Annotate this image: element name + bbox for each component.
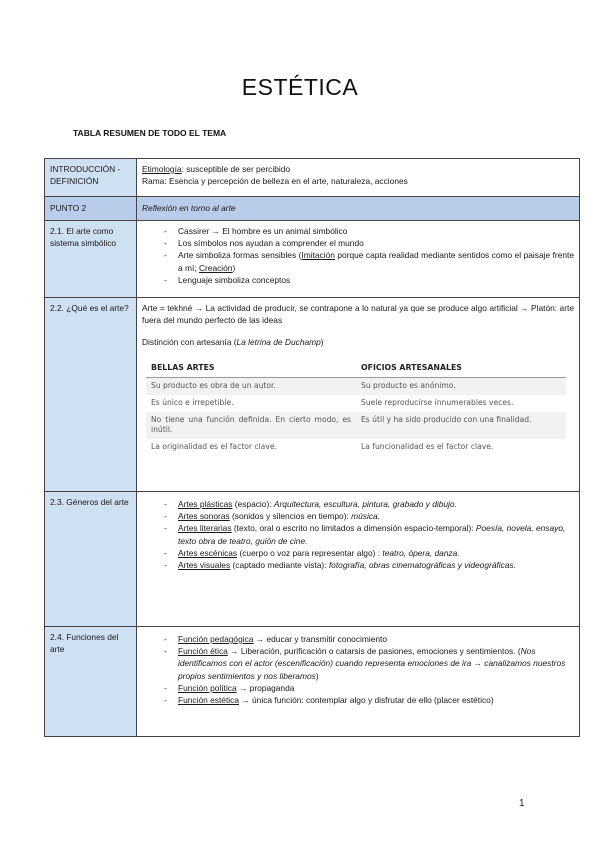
table-row xyxy=(146,378,566,395)
table-cell: Su producto es obra de un autor. xyxy=(146,378,356,395)
intro-label: INTRODUCCIÓN - DEFINICIÓN xyxy=(45,159,137,197)
punto-text: Reflexión en torno al arte xyxy=(137,197,580,221)
text-span: Distinción con artesanía ( xyxy=(142,337,237,348)
term: Función pedagógica xyxy=(178,634,254,644)
funciones-list xyxy=(142,633,574,706)
text-span: Arte simboliza formas sensibles ( xyxy=(178,250,302,261)
list-item xyxy=(164,645,574,682)
term: Artes literarias xyxy=(178,523,232,534)
comparison-table xyxy=(146,359,566,456)
imitacion-term: Imitación xyxy=(301,250,335,261)
closing-text: ) xyxy=(315,670,319,681)
description: (texto, oral o escrito no limitados a dimensión espacio-temporal): xyxy=(231,523,476,534)
examples: fotografía, obras cinematográficas y videográficas. xyxy=(328,559,516,570)
list-item: - Cassirer → El hombre es un animal simbólico xyxy=(164,225,574,237)
intro-content xyxy=(137,159,580,197)
table-row xyxy=(146,412,566,439)
examples: Nos identificamos con el actor (escenificación) cuando representa emociones de ira → canalizamos nuestros propios sentimientos y nos liberamos xyxy=(178,646,566,681)
page-number: 1 xyxy=(519,798,525,809)
description: → educar y transmitir conocimiento xyxy=(253,634,388,644)
list-item: - Lenguaje simboliza conceptos xyxy=(164,274,574,286)
text-span: porque capta realidad mediante sentidos como el paisaje frente a mí; xyxy=(178,250,574,273)
description: (espacio): xyxy=(232,499,274,509)
term: Artes plásticas xyxy=(178,499,233,509)
section-2-2-row xyxy=(45,298,580,492)
rama-text: Rama: Esencia y percepción de belleza en el arte, naturaleza, acciones xyxy=(142,176,408,187)
table-row xyxy=(146,395,566,412)
section-2-4-content xyxy=(137,627,580,737)
term: Función ética xyxy=(178,646,228,657)
summary-table xyxy=(44,158,580,737)
description: → única función: contemplar algo y disfrutar de ello (placer estético) xyxy=(239,694,494,705)
table-row xyxy=(146,439,566,456)
intro-row xyxy=(45,159,580,197)
description: (sonidos y silencios en tiempo): xyxy=(229,511,352,522)
term: Función política xyxy=(178,682,237,693)
list-item xyxy=(164,249,574,273)
section-2-1-row xyxy=(45,221,580,298)
description: → Liberación, purificación o catarsis de pasiones, emociones y sentimientos. ( xyxy=(227,646,521,657)
creacion-term: Creación xyxy=(198,262,233,273)
examples: Poesía, novela, ensayo, texto obra de teatro, guión de cine. xyxy=(178,523,566,546)
term: Función estética xyxy=(178,694,239,705)
examples: teatro, ópera, danza. xyxy=(382,547,460,558)
list-item xyxy=(164,694,574,706)
list-item xyxy=(164,498,574,510)
document-title: ESTÉTICA xyxy=(241,74,359,100)
list-item xyxy=(164,547,574,559)
text-span: ) xyxy=(320,337,324,348)
table-cell: Su producto es anónimo. xyxy=(356,378,566,395)
document-subtitle: TABLA RESUMEN DE TODO EL TEMA xyxy=(73,128,227,138)
punto-label: PUNTO 2 xyxy=(45,197,137,221)
comparison-header xyxy=(146,359,566,378)
section-2-2-content xyxy=(137,298,580,492)
section-2-3-label: 2.3. Géneros del arte xyxy=(45,492,137,627)
term: Artes visuales xyxy=(178,559,231,570)
description: (captado mediante vista): xyxy=(230,559,329,570)
description: → propaganda xyxy=(236,682,295,693)
table-cell: La originalidad es el factor clave. xyxy=(151,441,277,451)
section-2-1-content xyxy=(137,221,580,298)
table-cell: Es único e irrepetible. xyxy=(151,398,234,408)
list-item xyxy=(164,510,574,522)
description: (cuerpo o voz para representar algo) : xyxy=(237,547,383,558)
list-item xyxy=(164,522,574,546)
table-cell: La funcionalidad es el factor clave. xyxy=(361,441,494,451)
list-item xyxy=(164,682,574,694)
examples: música. xyxy=(351,511,381,522)
text-span: ) xyxy=(232,262,236,273)
section-2-4-row xyxy=(45,627,580,737)
section-2-2-label: 2.2. ¿Qué es el arte? xyxy=(45,298,137,492)
artesania-paragraph xyxy=(142,336,574,348)
duchamp-reference: La letrina de Duchamp xyxy=(236,337,321,348)
section-2-3-row xyxy=(45,492,580,627)
section-2-3-content xyxy=(137,492,580,627)
table-cell: Suele reproducirse innumerables veces. xyxy=(361,398,514,408)
examples: Arquitectura, escultura, pintura, grabado y dibujo. xyxy=(273,499,457,509)
list-item xyxy=(164,633,574,645)
header-oficios: OFICIOS ARTESANALES xyxy=(356,359,566,378)
etymology-term: Etimología xyxy=(142,164,182,174)
list-item: - Los símbolos nos ayudan a comprender el mundo xyxy=(164,237,574,249)
section-2-4-label: 2.4. Funciones del arte xyxy=(45,627,137,737)
list-item xyxy=(164,559,574,571)
table-cell: Es útil y ha sido producido con una finalidad. xyxy=(356,412,566,439)
term: Artes sonoras xyxy=(178,511,230,522)
punto-row xyxy=(45,197,580,221)
table-cell: No tiene una función definida. En cierto modo, es inútil. xyxy=(146,412,356,439)
generos-list xyxy=(142,498,574,571)
header-bellas-artes: BELLAS ARTES xyxy=(146,359,356,378)
section-2-1-label: 2.1. El arte como sistema simbólico xyxy=(45,221,137,298)
etymology-text: : susceptible de ser percibido xyxy=(181,164,291,174)
tekhne-paragraph: Arte = tekhné → La actividad de producir, se contrapone a lo natural ya que se produce algo artificial → Platón: arte fuera del mundo perfecto de las ideas xyxy=(142,303,574,326)
term: Artes escénicas xyxy=(178,547,238,558)
